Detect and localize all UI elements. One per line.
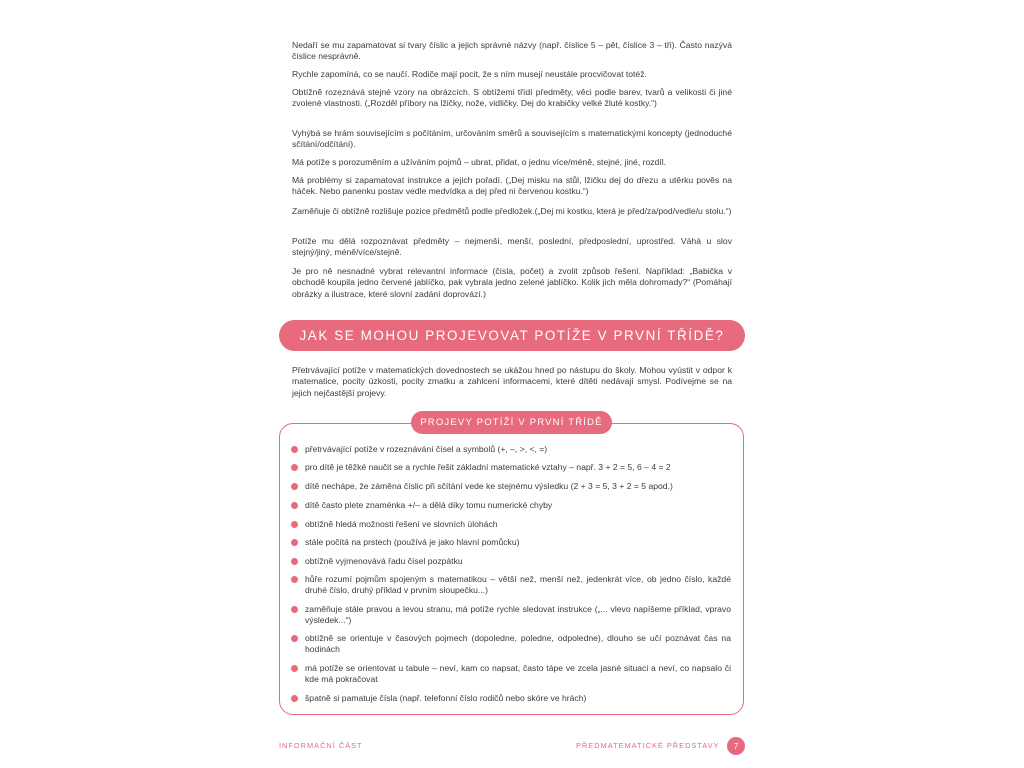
list-item-text: přetrvávající potíže v rozeznávání čísel a symbolů (+, –, >, <, =) xyxy=(305,444,548,454)
bullet-icon xyxy=(291,446,298,453)
paragraph: Zaměňuje či obtížně rozlišuje pozice předmětů podle předložek.(„Dej mi kostku, která je před/za/pod/vedle/u stolu.“) xyxy=(292,206,732,216)
bullet-icon xyxy=(291,483,298,490)
list-item-text: pro dítě je těžké naučit se a rychle řešit základní matematické vztahy – např. 3 + 2 = 5, 6 – 4 = 2 xyxy=(305,462,671,472)
bullet-icon xyxy=(291,464,298,471)
bullet-icon xyxy=(291,635,298,642)
list-item-text: špatně si pamatuje čísla (např. telefonní číslo rodičů nebo skóre ve hrách) xyxy=(305,693,587,703)
list-item-text: dítě často plete znaménka +/– a dělá díky tomu numerické chyby xyxy=(305,500,553,510)
list-item-text: hůře rozumí pojmům spojeným s matematikou – větší než, menší než, jedenkrát více, ob jedno číslo, každé druhé číslo, druhý příklad v prvním sloupečku...) xyxy=(305,574,731,596)
bullet-icon xyxy=(291,558,298,565)
paragraph: Potíže mu dělá rozpoznávat předměty – nejmenší, menší, poslední, předposlední, uprostřed. Váhá u slov stejný/jiný, méně/více/stejně. xyxy=(292,236,732,258)
section-intro: Přetrvávající potíže v matematických dovednostech se ukážou hned po nástupu do školy. Mohou vyústit v odpor k matematice, pocity úzkosti, pocity zmatku a zahlcení informacemi, které dítěti nedávají smysl. Podívejme se na jejich nejčastější projevy. xyxy=(292,365,732,398)
footer-section-label: INFORMAČNÍ ČÁST xyxy=(279,741,363,750)
paragraph: Vyhýbá se hrám souvisejícím s počítáním, určováním směrů a souvisejícím s matematickými koncepty (jednoduché sčítání/odčítání). xyxy=(292,128,732,150)
bullet-icon xyxy=(291,695,298,702)
paragraph: Obtížně rozeznává stejné vzory na obrázcích. S obtížemi třídí předměty, věci podle barev, tvarů a velikosti či jiné zvolené vlastnosti. („Rozděl příbory na lžičky, nože, vidličky. Dej do krabičky velké žluté kostky.“) xyxy=(292,87,732,109)
paragraph: Má problémy si zapamatovat instrukce a jejich pořadí. („Dej misku na stůl, lžičku dej do dřezu a utěrku pověs na háček. Nebo panenku postav vedle medvídka a dej před ni červenou kostku.“) xyxy=(292,175,732,197)
bullet-icon xyxy=(291,521,298,528)
list-item-text: obtížně se orientuje v časových pojmech (dopoledne, poledne, odpoledne), dlouho se učí poznávat čas na hodinách xyxy=(305,633,731,655)
page-number: 7 xyxy=(727,737,745,755)
list-item-text: obtížně vyjmenovává řadu čísel pozpátku xyxy=(305,556,463,566)
footer-chapter-label: PŘEDMATEMATICKÉ PŘEDSTAVY xyxy=(576,741,720,750)
bullet-icon xyxy=(291,606,298,613)
list-item-text: obtížně hledá možnosti řešení ve slovních úlohách xyxy=(305,519,498,529)
list-item-text: zaměňuje stále pravou a levou stranu, má potíže rychle sledovat instrukce („... vlevo napíšeme příklad, vpravo výsledek...“) xyxy=(305,604,731,626)
section-heading: JAK SE MOHOU PROJEVOVAT POTÍŽE V PRVNÍ TŘÍDĚ? xyxy=(279,320,745,351)
bullet-icon xyxy=(291,665,298,672)
list-item-text: má potíže se orientovat u tabule – neví, kam co napsat, často tápe ve zcela jasné situaci a neví, co napsalo či kde má pokračovat xyxy=(305,663,731,685)
paragraph: Nedaří se mu zapamatovat si tvary číslic a jejich správné názvy (např. číslice 5 – pět, číslice 3 – tři). Často nazývá číslice nesprávně. xyxy=(292,40,732,62)
box-title: PROJEVY POTÍŽÍ V PRVNÍ TŘÍDĚ xyxy=(411,411,612,434)
bullet-icon xyxy=(291,502,298,509)
list-item-text: stále počítá na prstech (používá je jako hlavní pomůcku) xyxy=(305,537,520,547)
bullet-icon xyxy=(291,539,298,546)
list-item-text: dítě nechápe, že záměna číslic při sčítání vede ke stejnému výsledku (2 + 3 = 5, 3 + 2 = 5 apod.) xyxy=(305,481,673,491)
paragraph: Má potíže s porozuměním a užíváním pojmů – ubrat, přidat, o jednu více/méně, stejné, jiné, rozdíl. xyxy=(292,157,667,167)
bullet-icon xyxy=(291,576,298,583)
paragraph: Rychle zapomíná, co se naučí. Rodiče mají pocit, že s ním musejí neustále procvičovat totéž. xyxy=(292,69,647,79)
paragraph: Je pro ně nesnadné vybrat relevantní informace (čísla, počet) a zvolit způsob řešení. Například: „Babička v obchodě koupila jedno červené jablíčko, pak vybrala jedno zelené jablíčko. Kolik jich měla dohromady?“ (Pomáhají obrázky a ilustrace, které slovní zadání doprovází.) xyxy=(292,266,732,299)
